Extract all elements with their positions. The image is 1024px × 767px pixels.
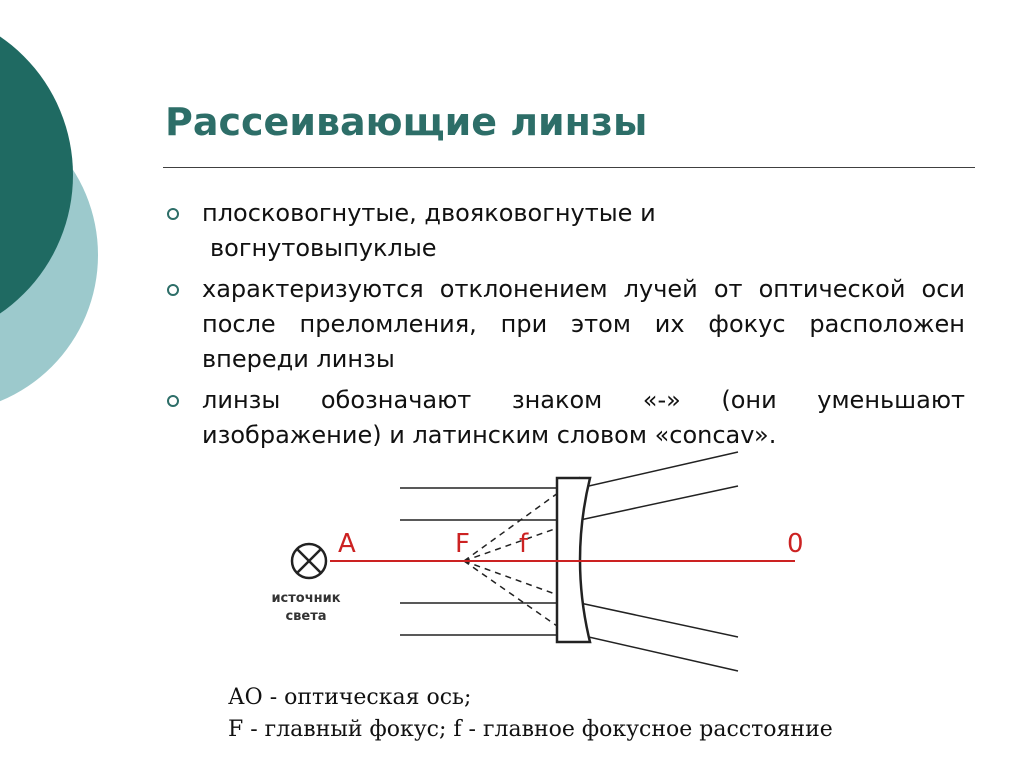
bullet-text-continuation: вогнутовыпуклые <box>210 234 437 262</box>
focal-length-f-label: f <box>519 529 529 559</box>
focus-F-label: F <box>455 529 470 559</box>
bullet-text: плосковогнутые, двояковогнутые и <box>202 199 656 227</box>
outgoing-ray <box>580 635 738 671</box>
bullet-text: линзы обозначают знаком «-» (они уменьшают изображение) и латинским словом «concav». <box>202 386 965 449</box>
light-source-label-line2: света <box>285 609 327 624</box>
outgoing-ray <box>580 452 738 488</box>
bullet-text: характеризуются отклонением лучей от оптической оси после преломления, при этом их фокус расположен впереди линзы <box>202 275 965 373</box>
point-0-label: 0 <box>787 529 804 559</box>
outgoing-ray <box>580 486 738 520</box>
slide-title: Рассеивающие линзы <box>165 100 648 144</box>
light-source-label-line1: источник <box>271 591 341 606</box>
light-source-icon <box>292 544 326 578</box>
diagram-caption <box>228 682 833 746</box>
point-A-label: A <box>338 529 356 559</box>
caption-line: АО - оптическая ось; <box>228 685 472 710</box>
outgoing-ray <box>580 603 738 637</box>
caption-line: F - главный фокус; f - главное фокусное расстояние <box>228 717 833 742</box>
